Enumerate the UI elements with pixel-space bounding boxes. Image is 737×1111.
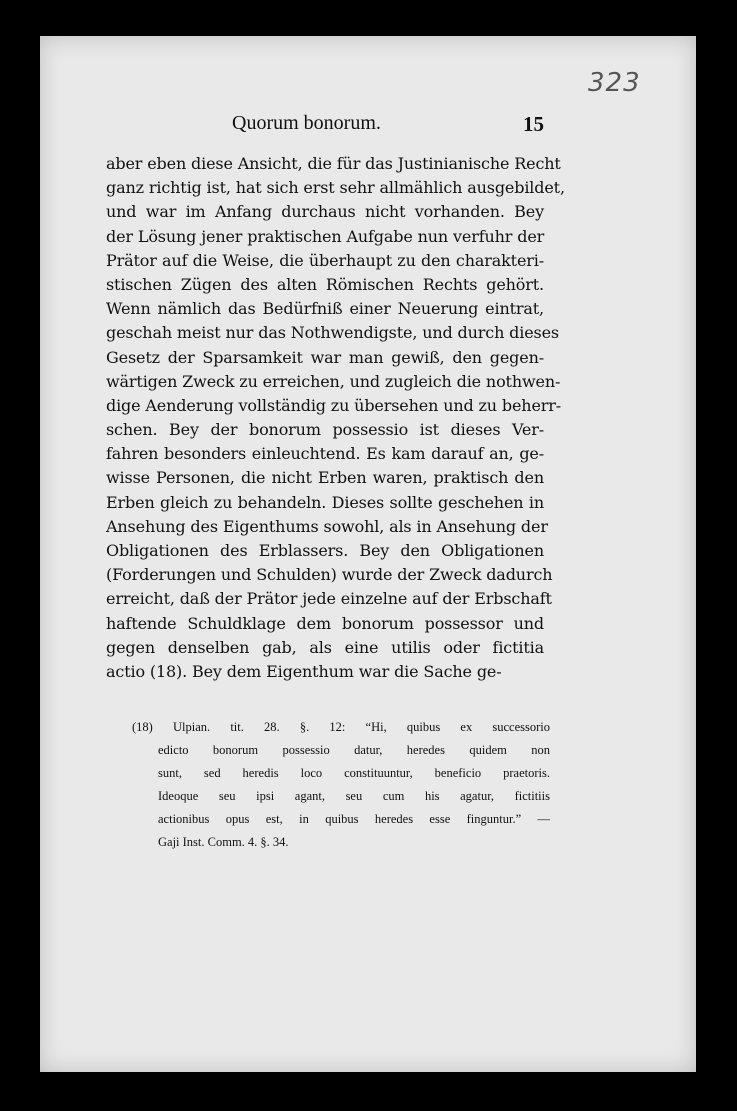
handwritten-page-number: 323 [588,68,641,98]
text-line: gegen denselben gab, als eine utilis oder fictitia [106,637,544,657]
text-line: erreicht, daß der Prätor jede einzelne auf der Erbschaft [106,589,552,609]
body-text [106,152,565,684]
text-line: Wenn nämlich das Bedürfniß einer Neuerung eintrat, [106,299,544,319]
text-line: Obligationen des Erblassers. Bey den Obligationen [106,541,544,560]
text-line: Prätor auf die Weise, die überhaupt zu den charakteri- [106,250,544,270]
footnote-line: edicto bonorum possessio datur, heredes quidem non [158,743,550,757]
footnote-line: (18) Ulpian. tit. 28. §. 12: “Hi, quibus ex successorio [132,720,550,734]
text-line: wärtigen Zweck zu erreichen, und zugleich die nothwen- [106,371,561,391]
running-title: Quorum bonorum. [232,112,381,134]
text-line: und war im Anfang durchaus nicht vorhanden. Bey [106,202,544,222]
footnote-line: sunt, sed heredis loco constituuntur, beneficio praetoris. [158,766,550,780]
footnote-line: Ideoque seu ipsi agant, seu cum his agatur, fictitiis [158,789,550,803]
text-line: Gesetz der Sparsamkeit war man gewiß, den gegen- [106,347,544,367]
page-number: 15 [523,112,544,136]
text-line: (Forderungen und Schulden) wurde der Zweck dadurch [106,565,553,585]
text-line: Ansehung des Eigenthums sowohl, als in Ansehung der [106,516,548,536]
footnote-line: actionibus opus est, in quibus heredes esse finguntur.” — [158,812,550,826]
text-line: der Lösung jener praktischen Aufgabe nun verfuhr der [106,226,545,246]
text-line: fahren besonders einleuchtend. Es kam darauf an, ge- [106,444,544,464]
text-line: dige Aenderung vollständig zu übersehen und zu beherr- [106,395,562,415]
footnote-line: Gaji Inst. Comm. 4. §. 34. [158,835,289,849]
text-line: stischen Zügen des alten Römischen Rechts gehört. [106,274,544,294]
text-line: Erben gleich zu behandeln. Dieses sollte geschehen in [106,492,544,512]
text-line: geschah meist nur das Nothwendigste, und durch dieses [106,323,559,343]
footnote-18 [132,716,550,854]
text-line: wisse Personen, die nicht Erben waren, praktisch den [106,468,544,488]
text-line: haftende Schuldklage dem bonorum possessor und [106,613,544,633]
text-line: actio (18). Bey dem Eigenthum war die Sache ge- [106,661,502,681]
text-line: aber eben diese Ansicht, die für das Justinianische Recht [106,154,561,173]
text-line: schen. Bey der bonorum possessio ist dieses Ver- [106,420,544,440]
text-line: ganz richtig ist, hat sich erst sehr allmählich ausgebildet, [106,178,565,198]
